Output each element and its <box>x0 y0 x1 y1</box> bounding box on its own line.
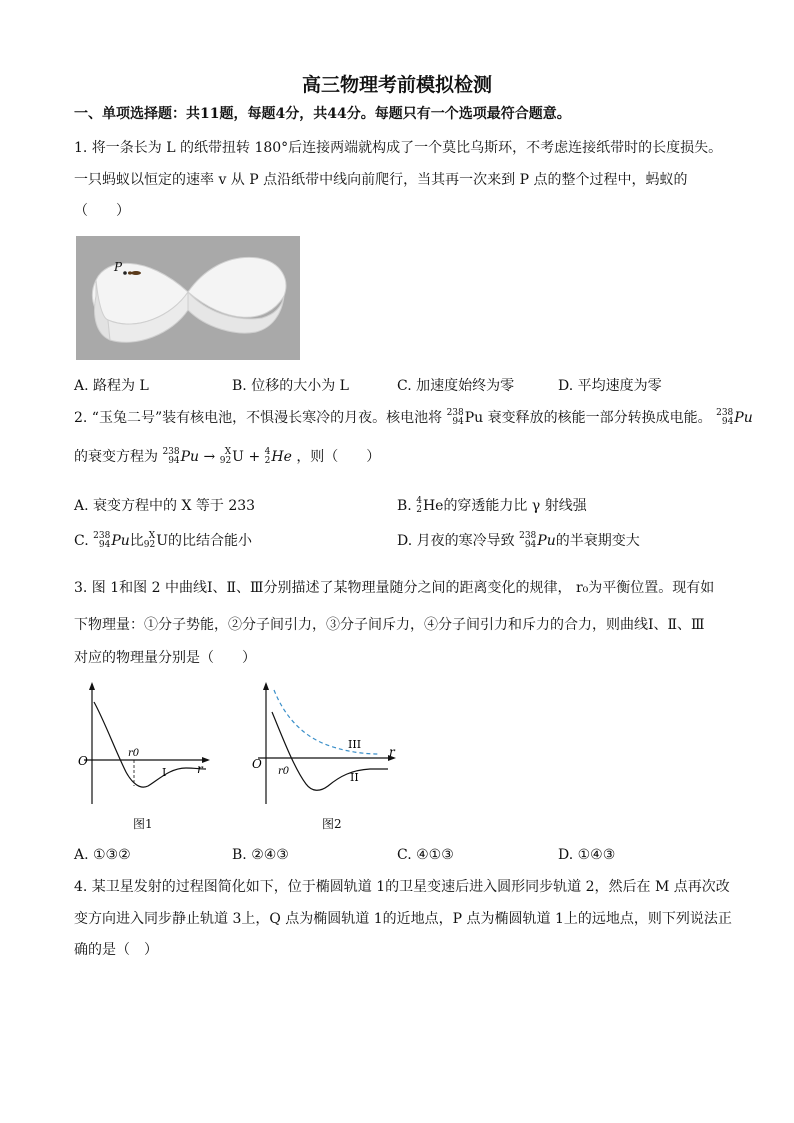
page-title: 高三物理考前模拟检测 <box>301 74 492 96</box>
q1-line-2: 一只蚂蚁以恒定的速率 v 从 P 点沿纸带中线向前爬行，当其再一次来到 P 点的整个过程中，蚂蚁的 <box>74 172 688 188</box>
fig1-origin-label: O <box>78 754 88 768</box>
q1-option-c: C. 加速度始终为零 <box>397 378 515 394</box>
q3-option-d: D. ①④③ <box>558 847 616 863</box>
q1-option-a: A. 路程为 L <box>74 378 149 394</box>
q4-line-3: 确的是（ ） <box>74 942 158 958</box>
fig2-r0-label: r0 <box>278 766 290 777</box>
q4-line-2: 变方向进入同步静止轨道 3上，Q 点为椭圆轨道 1的近地点，P 点为椭圆轨道 1上的远地点，则下列说法正 <box>74 911 732 927</box>
figure-1-graph <box>74 680 224 810</box>
fig2-curve-ii-label: II <box>350 771 359 784</box>
q1-option-d: D. 平均速度为零 <box>558 378 662 394</box>
q2-option-b: B. 4 2 He的穿透能力比 γ 射线强 <box>397 496 587 515</box>
mobius-strip-image <box>76 236 300 360</box>
q1-answer-paren: （ ） <box>74 203 130 219</box>
figure-2-caption: 图2 <box>322 817 342 831</box>
q2-option-d: D. 月夜的寒冷导致 238 94 Pu的半衰期变大 <box>397 531 640 550</box>
figure-2 <box>248 680 408 810</box>
fig2-origin-label: O <box>252 757 262 771</box>
q3-line-2: 下物理量：①分子势能，②分子间引力，③分子间斥力，④分子间引力和斥力的合力，则曲线Ⅰ、Ⅱ、Ⅲ <box>74 617 705 633</box>
figure-1 <box>74 680 224 810</box>
q3-line-1: 3. 图 1和图 2 中曲线Ⅰ、Ⅱ、Ⅲ分别描述了某物理量随分之间的距离变化的规律， r₀为平衡位置。现有如 <box>74 580 715 596</box>
q1-line-1: 1. 将一条长为 L 的纸带扭转 180°后连接两端就构成了一个莫比乌斯环，不考虑连接纸带时的长度损失。 <box>74 140 723 156</box>
q2-option-a: A. 衰变方程中的 X 等于 233 <box>74 498 256 514</box>
pu-nuclide: 238 94 <box>446 408 464 427</box>
fig2-curve-iii-label: III <box>348 738 362 751</box>
q2-line-2: 的衰变方程为 238 94 Pu → X 92 U + 4 2 He ，则（ ） <box>74 447 381 466</box>
q3-line-3: 对应的物理量分别是（ ） <box>74 650 256 666</box>
section-heading: 一、单项选择题：共11题，每题4分，共44分。每题只有一个选项最符合题意。 <box>74 106 571 122</box>
figure-2-graph <box>248 680 408 810</box>
point-p-label: P <box>114 260 123 274</box>
q3-option-b: B. ②④③ <box>232 847 289 863</box>
q2-line-1: 2. “玉兔二号”装有核电池，不惧漫长寒冷的月夜。核电池将 238 94 Pu 衰变释放的核能一部分转换成电能。 238 94 Pu <box>74 408 753 427</box>
q3-option-c: C. ④①③ <box>397 847 454 863</box>
fig1-r0-label: r0 <box>128 748 140 759</box>
fig1-axis-label: r <box>197 762 203 776</box>
fig1-curve-label: I <box>162 766 167 779</box>
q1-option-b: B. 位移的大小为 L <box>232 378 349 394</box>
q3-option-a: A. ①③② <box>74 847 131 863</box>
q4-line-1: 4. 某卫星发射的过程图简化如下，位于椭圆轨道 1的卫星变速后进入圆形同步轨道 2，然后在 M 点再次改 <box>74 879 730 895</box>
q2-option-c: C. 238 94 Pu比 X 92 U的比结合能小 <box>74 531 253 550</box>
figure-1-caption: 图1 <box>133 817 153 831</box>
mobius-strip-figure <box>76 236 300 360</box>
fig2-axis-label: r <box>389 745 395 759</box>
